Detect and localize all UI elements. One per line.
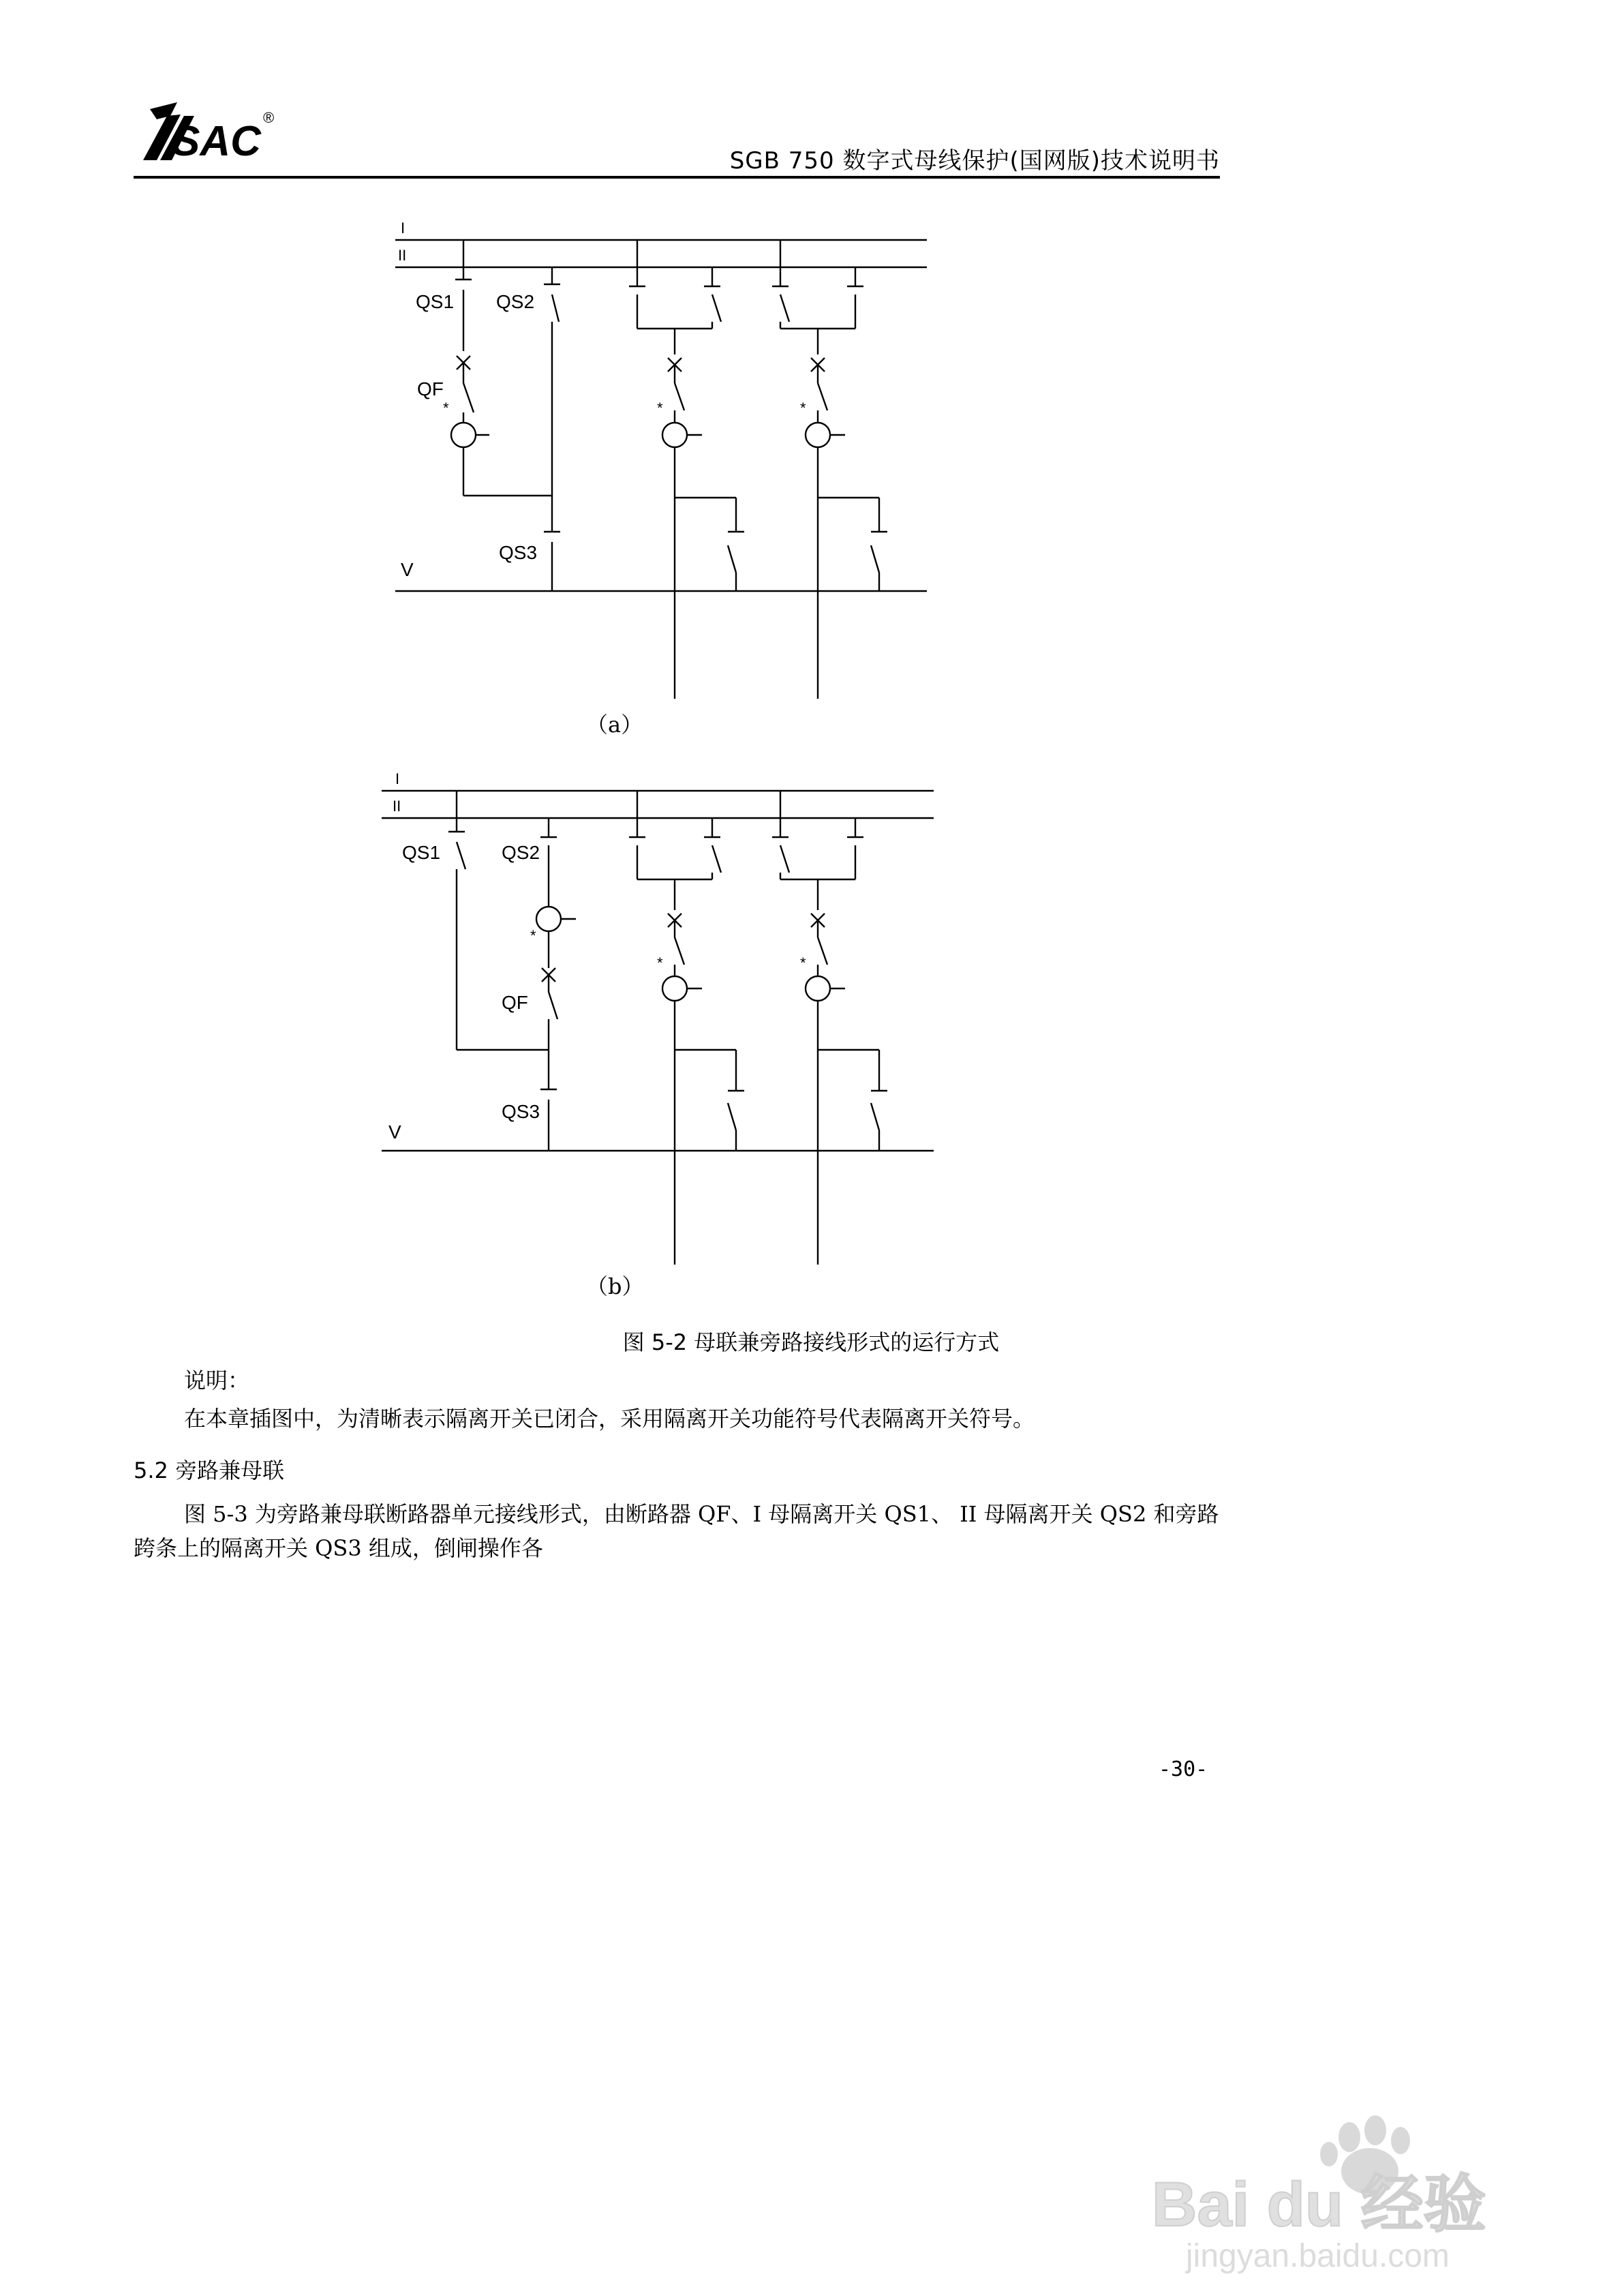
qs1-label: QS1 bbox=[402, 842, 441, 863]
wiring-diagram-a bbox=[368, 205, 954, 709]
qs1-label: QS1 bbox=[416, 291, 455, 312]
document-title: SGB 750 数字式母线保护(国网版)技术说明书 bbox=[729, 147, 1220, 175]
note-label: 说明： bbox=[184, 1368, 250, 1393]
bus-v-label: V bbox=[388, 1121, 401, 1143]
sac-logo bbox=[129, 95, 286, 170]
qf-label: QF bbox=[502, 992, 528, 1013]
wiring-diagram-b bbox=[368, 757, 954, 1288]
figure-caption: 图 5-2 母联兼旁路接线形式的运行方式 bbox=[622, 1329, 1000, 1355]
logo-registered-mark: ® bbox=[263, 109, 275, 126]
ct-polarity-star: * bbox=[443, 399, 449, 417]
watermark-brand: Bai du 经验 bbox=[1152, 2170, 1486, 2239]
section-heading: 5.2 旁路兼母联 bbox=[134, 1457, 285, 1483]
baidu-watermark bbox=[1124, 2100, 1567, 2277]
note-text: 在本章插图中，为清晰表示隔离开关已闭合，采用隔离开关功能符号代表隔离开关符号。 bbox=[184, 1406, 1035, 1432]
qs2-label: QS2 bbox=[496, 291, 535, 312]
logo-text: SAC bbox=[172, 118, 261, 165]
qs3-label: QS3 bbox=[502, 1101, 540, 1122]
bus-i-label: I bbox=[401, 220, 406, 237]
feeder2-polarity-star: * bbox=[800, 399, 806, 417]
header-divider bbox=[134, 176, 1220, 179]
qs2-label: QS2 bbox=[502, 842, 540, 863]
feeder1-polarity-star: * bbox=[657, 399, 663, 417]
page-number: -30- bbox=[1159, 1757, 1208, 1781]
diagram-a-caption: （a） bbox=[586, 712, 643, 738]
bus-ii-label: II bbox=[398, 247, 407, 264]
section-paragraph: 图 5-3 为旁路兼母联断路器单元接线形式，由断路器 QF、I 母隔离开关 QS1、 II 母隔离开关 QS2 和旁路跨条上的隔离开关 QS3 组成，倒闸操作各 bbox=[134, 1501, 1219, 1561]
qf-label: QF bbox=[417, 378, 444, 399]
diagram-b-caption: （b） bbox=[586, 1273, 644, 1299]
watermark-url: jingyan.baidu.com bbox=[1186, 2238, 1450, 2274]
feeder2-polarity-star: * bbox=[800, 954, 806, 971]
ct-polarity-star: * bbox=[530, 927, 536, 944]
bus-v-label: V bbox=[401, 559, 414, 580]
qs3-label: QS3 bbox=[499, 542, 538, 563]
bus-ii-label: II bbox=[393, 798, 401, 815]
bus-i-label: I bbox=[395, 770, 400, 787]
feeder1-polarity-star: * bbox=[657, 954, 663, 971]
